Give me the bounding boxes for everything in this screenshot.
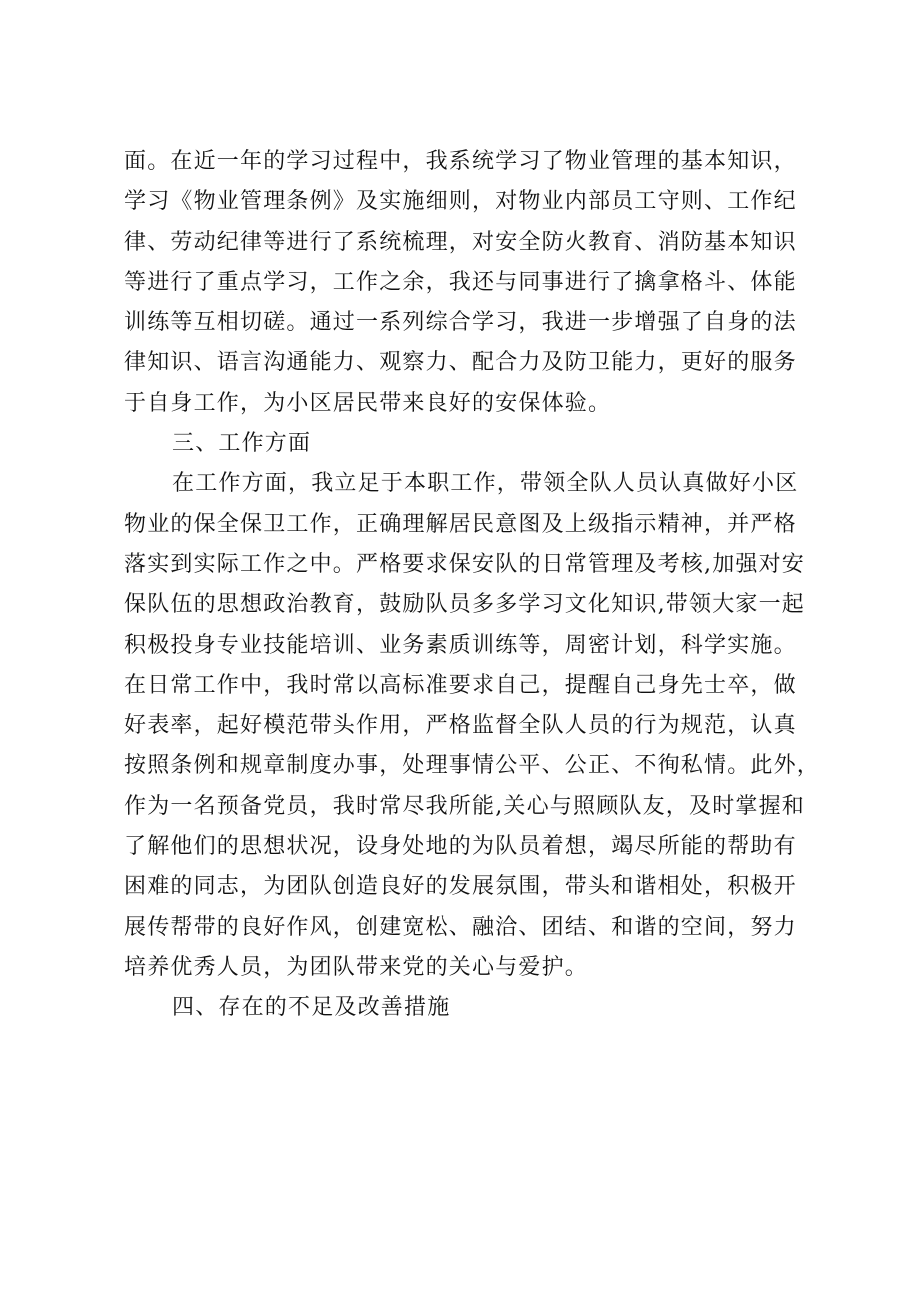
section-heading-work: 三、工作方面 xyxy=(172,431,312,457)
text-line: 落实到实际工作之中。严格要求保安队的日常管理及考核,加强对安 xyxy=(124,551,805,577)
section-heading-shortcomings: 四、存在的不足及改善措施 xyxy=(172,995,451,1021)
text-line: 面。在近一年的学习过程中，我系统学习了物业管理的基本知识， xyxy=(124,149,797,174)
text-line: 律、劳动纪律等进行了系统梳理，对安全防火教育、消防基本知识 xyxy=(124,229,797,255)
text-line: 于自身工作，为小区居民带来良好的安保体验。 xyxy=(124,390,612,416)
text-line: 等进行了重点学习，工作之余，我还与同事进行了擒拿格斗、体能 xyxy=(124,269,797,295)
text-line: 保队伍的思想政治教育，鼓励队员多多学习文化知识,带领大家一起 xyxy=(124,592,805,618)
text-line: 在工作方面，我立足于本职工作，带领全队人员认真做好小区 xyxy=(172,471,799,497)
text-line: 了解他们的思想状况，设身处地的为队员着想，竭尽所能的帮助有 xyxy=(124,834,797,860)
text-line: 困难的同志，为团队创造良好的发展氛围，带头和谐相处，积极开 xyxy=(124,874,797,900)
text-line: 律知识、语言沟通能力、观察力、配合力及防卫能力，更好的服务 xyxy=(124,350,797,376)
text-line: 学习《物业管理条例》及实施细则，对物业内部员工守则、工作纪 xyxy=(124,189,797,215)
text-line: 培养优秀人员，为团队带来党的关心与爱护。 xyxy=(124,954,589,980)
text-line: 作为一名预备党员，我时常尽我所能,关心与照顾队友，及时掌握和 xyxy=(124,793,805,819)
text-line: 好表率，起好模范带头作用，严格监督全队人员的行为规范，认真 xyxy=(124,713,797,739)
text-line: 在日常工作中，我时常以高标准要求自己，提醒自己身先士卒，做 xyxy=(124,672,797,698)
text-line: 训练等互相切磋。通过一系列综合学习，我进一步增强了自身的法 xyxy=(124,310,797,336)
text-line: 展传帮带的良好作风，创建宽松、融洽、团结、和谐的空间，努力 xyxy=(124,914,797,940)
text-line: 按照条例和规章制度办事，处理事情公平、公正、不徇私情。此外， xyxy=(124,753,821,779)
text-line: 物业的保全保卫工作，正确理解居民意图及上级指示精神，并严格 xyxy=(124,511,797,537)
document-body xyxy=(124,142,821,1029)
text-line: 积极投身专业技能培训、业务素质训练等，周密计划，科学实施。 xyxy=(124,632,797,658)
